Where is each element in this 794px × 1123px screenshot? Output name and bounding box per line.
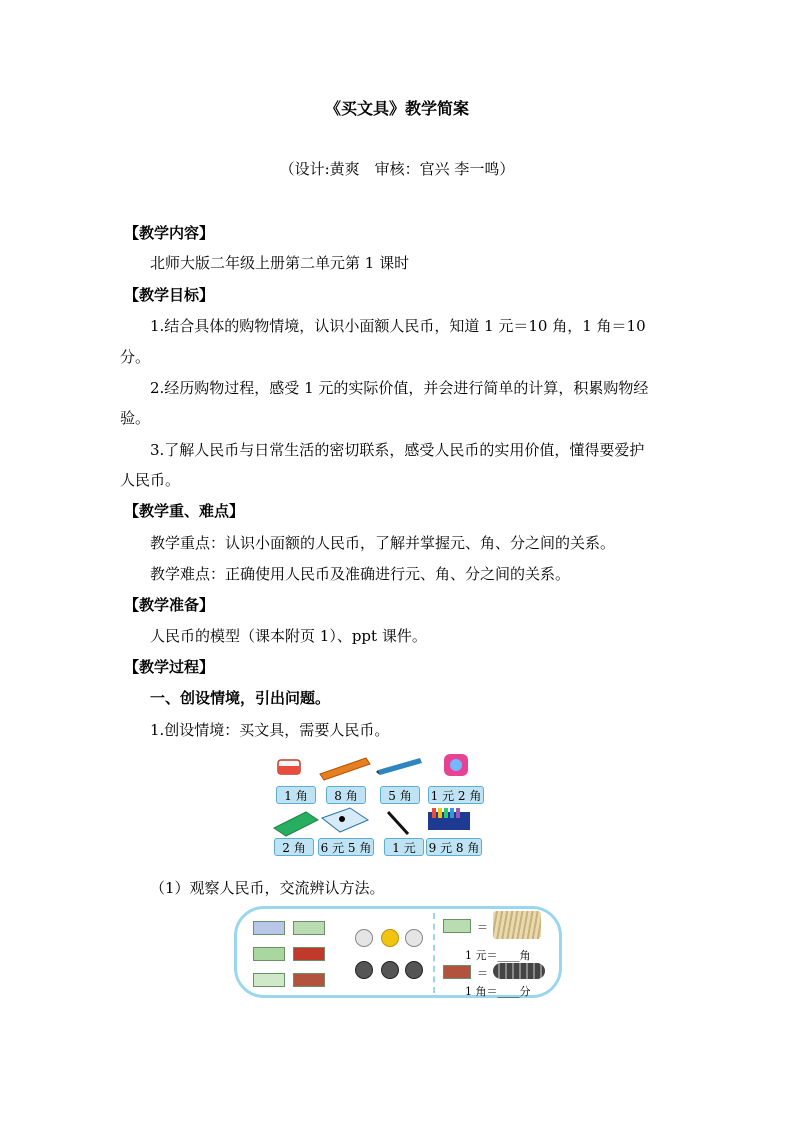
coin-icon	[405, 961, 423, 979]
stationery-figure	[270, 748, 490, 856]
pencil-box-icon	[322, 808, 368, 832]
observe-text: （1）观察人民币，交流辨认方法。	[150, 879, 385, 897]
banknote-icon	[443, 965, 471, 979]
equal-sign: ＝	[477, 921, 488, 934]
page-title: 《买文具》教学简案	[324, 99, 469, 118]
price-tag-eraser: 1 角	[276, 786, 316, 804]
sharpener-icon	[444, 754, 468, 776]
process-heading: 【教学过程】	[124, 658, 215, 676]
ruler-icon	[320, 758, 370, 780]
price-tag-ruler: 8 角	[326, 786, 366, 804]
pencil-icon	[376, 758, 422, 775]
price-tag-sharpener: 1 元 2 角	[428, 786, 484, 804]
key-heading: 【教学重、难点】	[124, 502, 245, 520]
goal-3-line-2: 人民币。	[120, 471, 181, 489]
prep-heading: 【教学准备】	[124, 596, 215, 614]
key-point: 教学重点：认识小面额的人民币，了解并掌握元、角、分之间的关系。	[150, 534, 616, 552]
page-subtitle: （设计:黄爽 审核：官兴 李一鸣）	[279, 160, 515, 178]
prep-text: 人民币的模型（课本附页 1）、ppt 课件。	[150, 627, 427, 645]
divider	[433, 913, 435, 993]
coin-icon	[381, 961, 399, 979]
banknote-icon	[253, 947, 285, 961]
step-1-heading: 一、创设情境，引出问题。	[150, 689, 331, 707]
difficult-point: 教学难点：正确使用人民币及准确进行元、角、分之间的关系。	[150, 565, 571, 583]
equal-sign: ＝	[477, 967, 488, 980]
price-tag-pencil-box: 6 元 5 角	[318, 838, 374, 856]
notebook-icon	[274, 812, 318, 836]
crayons-icon	[428, 808, 470, 830]
goal-1-line-1: 1.结合具体的购物情境，认识小面额人民币，知道 1 元＝10 角，1 角＝10	[150, 317, 646, 335]
banknote-icon	[293, 947, 325, 961]
banknote-icon	[293, 921, 325, 935]
banknote-icon	[253, 921, 285, 935]
pen-icon	[388, 812, 408, 834]
goal-1-line-2: 分。	[120, 348, 151, 366]
banknote-icon	[253, 973, 285, 987]
content-text: 北师大版二年级上册第二单元第 1 课时	[150, 254, 410, 272]
banknote-icon	[293, 973, 325, 987]
goals-heading: 【教学目标】	[124, 286, 215, 304]
step-1-text: 1.创设情境：买文具，需要人民币。	[150, 721, 390, 739]
coin-icon	[355, 961, 373, 979]
money-figure	[234, 906, 562, 998]
goal-3-line-1: 3.了解人民币与日常生活的密切联系，感受人民币的实用价值，懂得要爱护	[150, 441, 645, 459]
price-tag-pen: 1 元	[384, 838, 424, 856]
equation-jiao-fen: 1 角＝____分	[465, 985, 531, 998]
goal-2-line-2: 验。	[120, 409, 151, 427]
price-tag-crayons: 9 元 8 角	[426, 838, 482, 856]
eraser-icon	[278, 760, 300, 774]
banknote-stack-icon	[493, 911, 541, 939]
goal-2-line-1: 2.经历购物过程，感受 1 元的实际价值，并会进行简单的计算，积累购物经	[150, 379, 649, 397]
coin-icon	[381, 929, 399, 947]
content-heading: 【教学内容】	[124, 224, 215, 242]
coin-stack-icon	[493, 963, 545, 979]
equation-yuan-jiao: 1 元＝____角	[465, 949, 531, 962]
coin-icon	[355, 929, 373, 947]
price-tag-notebook: 2 角	[274, 838, 314, 856]
coin-icon	[405, 929, 423, 947]
price-tag-pencil: 5 角	[380, 786, 420, 804]
banknote-icon	[443, 919, 471, 933]
